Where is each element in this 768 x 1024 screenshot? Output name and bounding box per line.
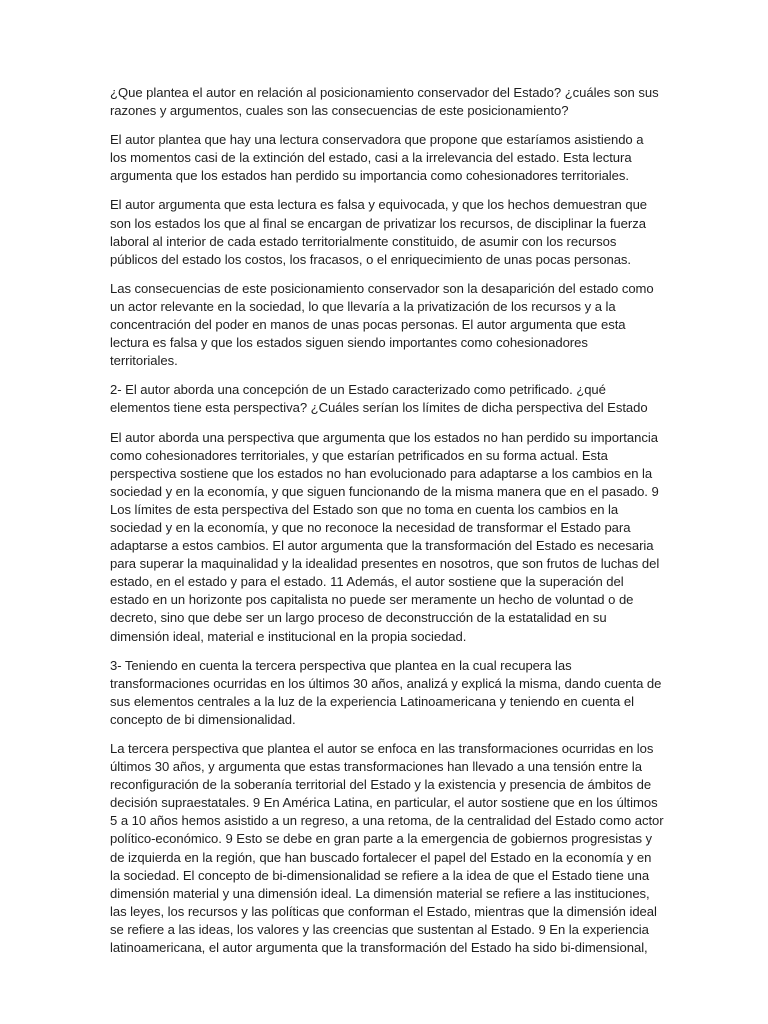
answer-1-paragraph-3: Las consecuencias de este posicionamiento conservador son la desaparición del estado como un actor relevante en la sociedad, lo que llevaría a la privatización de los recursos y a la concentración del poder en manos de unas pocas personas. El autor argumenta que esta lectura es falsa y que los estados siguen siendo importantes como cohesionadores territoriales.	[110, 280, 654, 369]
question-3-paragraph: 3- Teniendo en cuenta la tercera perspectiva que plantea en la cual recupera las transformaciones ocurridas en los últimos 30 años, analizá y explicá la misma, dando cuenta de sus elementos centrales a la luz de la experiencia Latinoamericana y teniendo en cuenta el concepto de bi dimensionalidad.	[110, 657, 662, 727]
answer-1-paragraph-2: El autor argumenta que esta lectura es falsa y equivocada, y que los hechos demuestran que son los estados los que al final se encargan de privatizar los recursos, de disciplinar la fuerza laboral al interior de cada estado territorialmente constituido, de asumir con los recursos públicos del estado los costos, los fracasos, o el enriquecimiento de unas pocas personas.	[110, 197, 648, 267]
question-1-paragraph: ¿Que plantea el autor en relación al posicionamiento conservador del Estado? ¿cuáles son sus razones y argumentos, cuales son las consecuencias de este posicionamiento?	[110, 85, 659, 119]
answer-1-paragraph-1: El autor plantea que hay una lectura conservadora que propone que estaríamos asistiendo a los momentos casi de la extinción del estado, casi a la irrelevancia del estado. Esta lectura argumenta que los estados han perdido su importancia como cohesionadores territoriales.	[110, 132, 644, 184]
answer-2-paragraph: El autor aborda una perspectiva que argumenta que los estados no han perdido su importancia como cohesionadores territoriales, y que estarían petrificados en su forma actual. Esta perspectiva sostiene que los estados no han evolucionado para adaptarse a los cambios en la sociedad y en la economía, y que siguen funcionando de la misma manera que en el pasado. 9 Los límites de esta perspectiva del Estado son que no toma en cuenta los cambios en la sociedad y en la economía, y que no reconoce la necesidad de transformar el Estado para adaptarse a estos cambios. El autor argumenta que la transformación del Estado es necesaria para superar la maquinalidad y la idealidad presentes en nosotros, que son frutos de luchas del estado, en el estado y para el estado. 11 Además, el autor sostiene que la superación del estado en un horizonte pos capitalista no puede ser meramente un hecho de voluntad o de decreto, sino que debe ser un largo proceso de deconstrucción de la estatalidad en su dimensión ideal, material e institucional en la propia sociedad.	[110, 429, 660, 644]
question-2-paragraph: 2- El autor aborda una concepción de un Estado caracterizado como petrificado. ¿qué elementos tiene esta perspectiva? ¿Cuáles serían los límites de dicha perspectiva del Estado	[110, 382, 648, 416]
answer-3-paragraph: La tercera perspectiva que plantea el autor se enfoca en las transformaciones ocurridas en los últimos 30 años, y argumenta que estas transformaciones han llevado a una tensión entre la reconfiguración de la soberanía territorial del Estado y la existencia y presencia de ámbitos de decisión supraestatales. 9 En América Latina, en particular, el autor sostiene que en los últimos 5 a 10 años hemos asistido a un regreso, a una retoma, de la centralidad del Estado como actor político-económico. 9 Esto se debe en gran parte a la emergencia de gobiernos progresistas y de izquierda en la región, que han buscado fortalecer el papel del Estado en la economía y en la sociedad. El concepto de bi-dimensionalidad se refiere a la idea de que el Estado tiene una dimensión material y una dimensión ideal. La dimensión material se refiere a las instituciones, las leyes, los recursos y las políticas que conforman el Estado, mientras que la dimensión ideal se refiere a las ideas, los valores y las creencias que sustentan al Estado. 9 En la experiencia latinoamericana, el autor argumenta que la transformación del Estado ha sido bi-dimensional,	[110, 741, 664, 956]
